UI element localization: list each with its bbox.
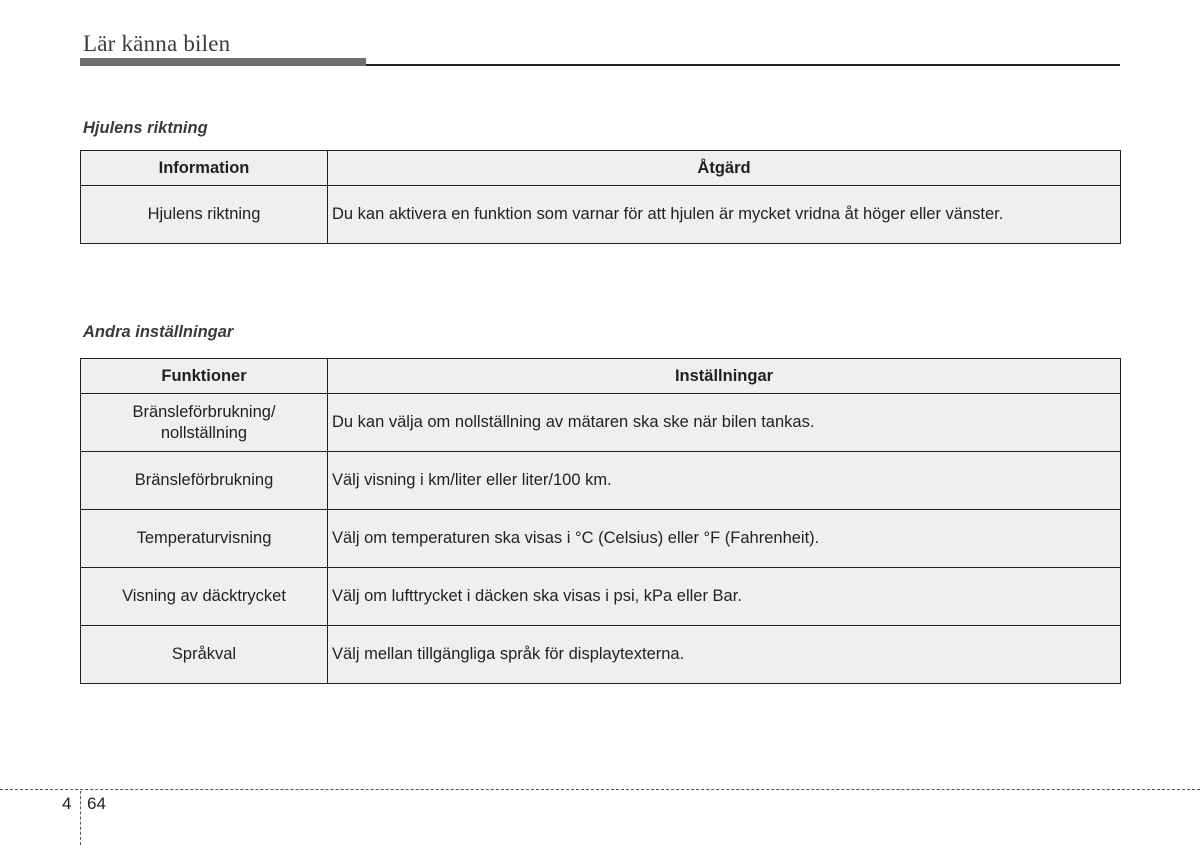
chapter-number: 4 [62, 794, 72, 813]
column-header-funktioner: Funktioner [81, 359, 328, 394]
column-header-atgard: Åtgärd [328, 151, 1121, 186]
column-header-information: Information [81, 151, 328, 186]
row-description-cell: Du kan aktivera en funktion som varnar för att hjulen är mycket vridna åt höger eller vänster. [328, 186, 1121, 244]
row-description-cell: Du kan välja om nollställning av mätaren ska ske när bilen tankas. [328, 394, 1121, 452]
page-header-title: Lär känna bilen [83, 31, 231, 56]
row-description-cell: Välj visning i km/liter eller liter/100 km. [328, 452, 1121, 510]
column-header-installningar: Inställningar [328, 359, 1121, 394]
row-description-cell: Välj om lufttrycket i däcken ska visas i psi, kPa eller Bar. [328, 568, 1121, 626]
row-feature-cell: Temperaturvisning [81, 510, 328, 568]
table-header-row [81, 151, 1121, 186]
wheel-direction-table [80, 150, 1121, 244]
table-header-row [81, 359, 1121, 394]
row-feature-cell: Hjulens riktning [81, 186, 328, 244]
row-feature-cell: Språkval [81, 626, 328, 684]
row-feature-cell: Visning av däcktrycket [81, 568, 328, 626]
row-feature-cell: Bränsleförbrukning [81, 452, 328, 510]
section-title-andra-installningar: Andra inställningar [83, 323, 234, 341]
table-row [81, 394, 1121, 452]
row-description-cell: Välj mellan tillgängliga språk för displaytexterna. [328, 626, 1121, 684]
table-row [81, 510, 1121, 568]
header-rule-thick [80, 58, 366, 66]
table-row [81, 626, 1121, 684]
page-number: 64 [87, 794, 106, 813]
header-rule-thin [366, 64, 1120, 66]
row-description-cell: Välj om temperaturen ska visas i °C (Celsius) eller °F (Fahrenheit). [328, 510, 1121, 568]
section-title-hjulens-riktning: Hjulens riktning [83, 119, 208, 137]
table-row [81, 186, 1121, 244]
row-feature-cell: Bränsleförbrukning/ nollställning [81, 394, 328, 452]
table-row [81, 568, 1121, 626]
other-settings-table [80, 358, 1121, 684]
footer-dashed-divider [80, 791, 81, 845]
table-row [81, 452, 1121, 510]
footer-dashed-rule [0, 789, 1200, 790]
